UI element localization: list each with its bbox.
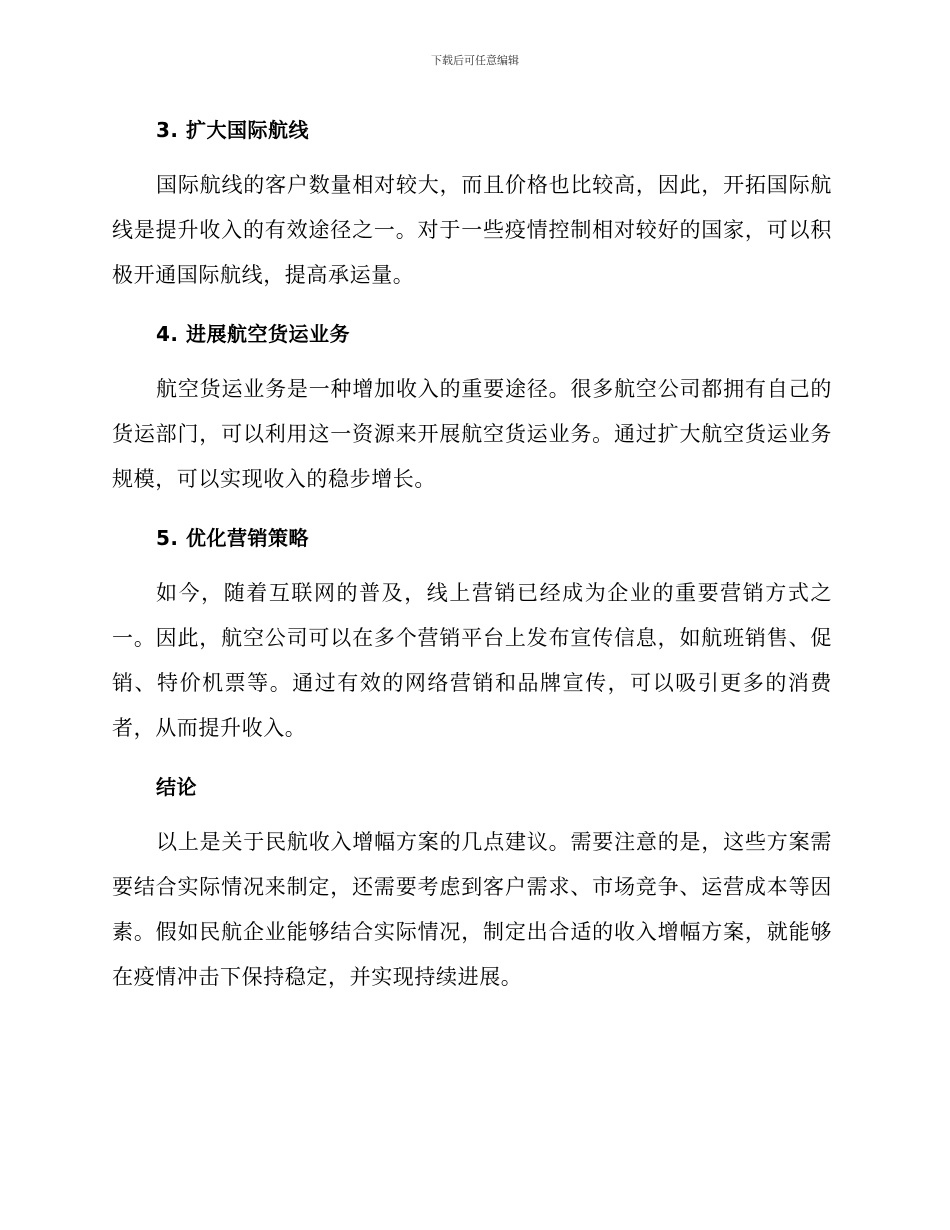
section-conclusion <box>112 765 832 1000</box>
section-expand-international-routes <box>112 108 832 298</box>
document-body <box>112 108 832 1014</box>
section-paragraph: 国际航线的客户数量相对较大，而且价格也比较高，因此，开拓国际航线是提升收入的有效途径之一。对于一些疫情控制相对较好的国家，可以积极开通国际航线，提高承运量。 <box>112 173 832 287</box>
section-paragraph: 如今，随着互联网的普及，线上营销已经成为企业的重要营销方式之一。因此，航空公司可以在多个营销平台上发布宣传信息，如航班销售、促销、特价机票等。通过有效的网络营销和品牌宣传，可以吸引更多的消费者，从而提升收入。 <box>112 581 832 740</box>
section-heading: 5. 优化营销策略 <box>156 526 309 550</box>
section-air-cargo-business <box>112 312 832 502</box>
page-header: 下载后可任意编辑 <box>431 54 519 67</box>
section-paragraph: 以上是关于民航收入增幅方案的几点建议。需要注意的是，这些方案需要结合实际情况来制定，还需要考虑到客户需求、市场竞争、运营成本等因素。假如民航企业能够结合实际情况，制定出合适的收入增幅方案，就能够在疫情冲击下保持稳定，并实现持续进展。 <box>112 830 832 989</box>
section-paragraph: 航空货运业务是一种增加收入的重要途径。很多航空公司都拥有自己的货运部门，可以利用这一资源来开展航空货运业务。通过扩大航空货运业务规模，可以实现收入的稳步增长。 <box>112 377 832 491</box>
section-heading: 结论 <box>156 775 197 799</box>
section-heading: 4. 进展航空货运业务 <box>156 322 350 346</box>
section-optimize-marketing <box>112 516 832 751</box>
section-heading: 3. 扩大国际航线 <box>156 118 309 142</box>
